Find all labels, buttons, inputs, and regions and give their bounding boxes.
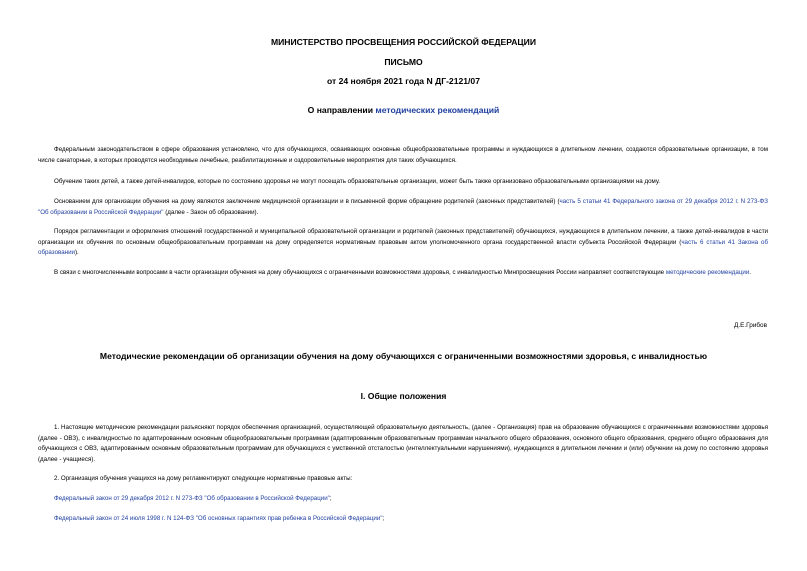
paragraph-text: (далее - Закон об образовании). xyxy=(163,208,259,216)
ministry-title: МИНИСТЕРСТВО ПРОСВЕЩЕНИЯ РОССИЙСКОЙ ФЕДЕРАЦИИ xyxy=(270,37,537,47)
paragraph-text: 2. Организация обучения учащихся на дому регламентируют следующие нормативные правовые акты: xyxy=(54,475,353,482)
law-article-link[interactable]: часть 5 статьи 41 Федерального закона от 29 декабря 2012 г. N 273-ФЗ "Об образовании в Российской Федерации" xyxy=(38,198,768,216)
paragraph-text: Порядок регламентации и оформления отношений государственной и муниципальной образовательной организации и родителей (законных представителей) обучающихся, нуждающихся в длительном лечении, а также детей-инвалидов в части организации их обучения по основным общеобразовательным программам на дому определяется нормативным правовым актом уполномоченного органа государственной власти субъекта Российской Федерации ( xyxy=(38,228,768,246)
subject-link[interactable]: методических рекомендаций xyxy=(375,105,500,115)
signature: Д.Е.Грибов xyxy=(734,322,767,329)
document-date-number: от 24 ноября 2021 года N ДГ-2121/07 xyxy=(326,76,480,86)
paragraph-text: Федеральным законодательством в сфере образования установлено, что для обучающихся, осваивающих основные общеобразовательные программы и нуждающихся в длительном лечении, создаются образовательные организации, в том числе санаторные, в которых проводятся необходимые лечебные, реабилитационные и оздоровительные мероприятия для таких обучающихся. xyxy=(38,146,768,164)
recommendations-item-2 xyxy=(38,474,768,485)
recommendations-item-1 xyxy=(38,423,768,465)
letter-paragraph-2 xyxy=(38,177,768,188)
paragraph-text: В связи с многочисленными вопросами в части организации обучения на дому обучающихся с ограниченными возможностями здоровья, с инвалидностью Минпросвещения России направляет соответствующие xyxy=(54,269,666,276)
document-subject xyxy=(0,105,807,115)
legal-act-item xyxy=(38,494,768,505)
section-title: I. Общие положения xyxy=(360,391,447,401)
paragraph-text: Основанием для организации обучения на дому являются заключение медицинской организации и в письменной форме обращение родителей (законных представителей) ( xyxy=(54,198,560,205)
document-type: ПИСЬМО xyxy=(384,57,423,67)
legal-act-item xyxy=(38,514,768,525)
legal-act-link[interactable]: Федеральный закон от 29 декабря 2012 г. N 273-ФЗ "Об образовании в Российской Федерации" xyxy=(54,495,330,502)
paragraph-text: 1. Настоящие методические рекомендации разъясняют порядок обеспечения организацией, осуществляющей образовательную деятельность, (далее - Организация) прав на образование обучающихся с ограниченными возможностями здоровья (далее - ОВЗ), с инвалидностью по адаптированным основным общеобразовательным программам (адаптированным образовательным программам начального общего образования, основного общего образования, среднего общего образования для обучающихся с ОВЗ, адаптированным основным образовательным программам для обучающихся с умственной отсталостью (интеллектуальными нарушениями), нуждающихся в длительном лечении и (или) обучении на дому по состоянию здоровья (далее - учащиеся). xyxy=(38,424,768,463)
recommendations-link[interactable]: методические рекомендации xyxy=(665,269,750,276)
subject-prefix: О направлении xyxy=(307,105,376,115)
letter-paragraph-3 xyxy=(38,197,768,218)
paragraph-text: . xyxy=(749,269,752,276)
letter-paragraph-4 xyxy=(38,227,768,259)
recommendations-title: Методические рекомендации об организации обучения на дому обучающихся с ограниченными возможностями здоровья, с инвалидностью xyxy=(99,351,708,361)
legal-act-link[interactable]: Федеральный закон от 24 июля 1998 г. N 124-ФЗ "Об основных гарантиях прав ребенка в Российской Федерации" xyxy=(54,515,383,522)
letter-paragraph-1 xyxy=(38,145,768,166)
law-article-link[interactable]: часть 6 статьи 41 Закона об образовании xyxy=(38,238,768,256)
list-separator: ; xyxy=(329,495,332,502)
letter-paragraph-5 xyxy=(38,268,768,279)
list-separator: ; xyxy=(382,515,385,522)
paragraph-text: Обучение таких детей, а также детей-инвалидов, которые по состоянию здоровья не могут посещать образовательные организации, может быть также организовано образовательными организациями на дому. xyxy=(54,178,661,185)
paragraph-text: ). xyxy=(75,249,79,256)
